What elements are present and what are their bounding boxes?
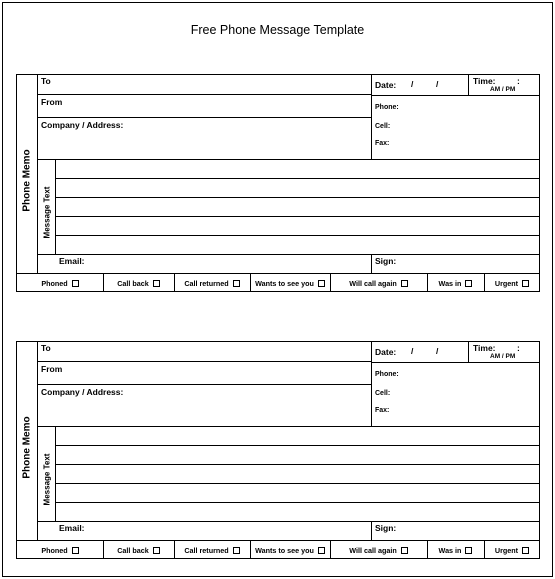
checkbox-option-will-call-again[interactable] — [330, 274, 427, 292]
am-pm-label: AM / PM — [490, 353, 516, 360]
checkbox-option-call-back[interactable] — [103, 541, 174, 559]
phone-label: Phone: — [375, 104, 399, 111]
checkbox[interactable] — [401, 280, 408, 287]
checkbox-label: Was in — [438, 278, 462, 288]
sign-field[interactable] — [401, 522, 539, 539]
left-divider — [37, 342, 38, 540]
date-row-line — [371, 362, 540, 363]
checkbox-option-wants-to-see-you[interactable] — [250, 541, 330, 559]
checkbox[interactable] — [233, 547, 240, 554]
phone-memo-side-label: Phone Memo — [21, 149, 33, 212]
to-label: To — [41, 343, 51, 353]
phone-label: Phone: — [375, 371, 399, 378]
from-row-line — [37, 384, 371, 385]
checkbox-label: Call returned — [184, 278, 229, 288]
phone-memo-side-label: Phone Memo — [21, 416, 33, 479]
to-row-line — [37, 94, 371, 95]
message-label-divider — [55, 159, 56, 255]
date-time-divider — [468, 75, 469, 95]
time-separator: : — [517, 343, 520, 353]
checkbox-label: Was in — [438, 545, 462, 555]
checkbox[interactable] — [318, 547, 325, 554]
date-separator: / — [411, 79, 414, 89]
message-text-field[interactable] — [57, 428, 539, 520]
message-text-side-label: Message Text — [42, 453, 52, 506]
date-label: Date: — [375, 80, 397, 90]
date-time-divider — [468, 342, 469, 362]
checkbox-option-phoned[interactable] — [17, 541, 103, 559]
to-field[interactable] — [63, 343, 369, 360]
checkbox[interactable] — [153, 280, 160, 287]
message-label-divider — [55, 426, 56, 522]
from-label: From — [41, 97, 63, 107]
am-pm-label: AM / PM — [490, 86, 516, 93]
company-address-label: Company / Address: — [41, 120, 124, 130]
company-row-line — [37, 426, 540, 427]
checkbox-label: Call back — [117, 545, 149, 555]
date-row-line — [371, 95, 540, 96]
left-divider — [37, 75, 38, 273]
date-separator: / — [411, 346, 414, 356]
checkbox-label: Urgent — [494, 545, 519, 555]
email-label: Email: — [59, 256, 85, 266]
from-field[interactable] — [71, 363, 369, 383]
company-address-field[interactable] — [39, 399, 369, 425]
time-label: Time: — [473, 343, 496, 353]
checkbox[interactable] — [522, 280, 529, 287]
checkbox[interactable] — [465, 547, 472, 554]
checkbox-label: Wants to see you — [255, 545, 314, 555]
checkbox[interactable] — [153, 547, 160, 554]
fax-label: Fax: — [375, 407, 390, 414]
sign-label: Sign: — [375, 523, 397, 533]
checkbox[interactable] — [233, 280, 240, 287]
page-title: Free Phone Message Template — [190, 23, 365, 37]
checkbox[interactable] — [401, 547, 408, 554]
checkbox-option-was-in[interactable] — [427, 541, 484, 559]
sign-label: Sign: — [375, 256, 397, 266]
checkbox-label: Phoned — [41, 545, 68, 555]
time-separator: : — [517, 76, 520, 86]
checkbox-option-was-in[interactable] — [427, 274, 484, 292]
sign-field[interactable] — [401, 255, 539, 272]
cell-label: Cell: — [375, 123, 391, 130]
checkbox-option-urgent[interactable] — [484, 541, 540, 559]
checkbox[interactable] — [522, 547, 529, 554]
email-field[interactable] — [89, 522, 369, 539]
checkbox-label: Will call again — [349, 545, 397, 555]
message-text-field[interactable] — [57, 161, 539, 253]
from-label: From — [41, 364, 63, 374]
checkbox-label: Call returned — [184, 545, 229, 555]
company-row-line — [37, 159, 540, 160]
checkbox-label: Wants to see you — [255, 278, 314, 288]
phone-memo-form — [16, 74, 540, 292]
checkbox-label: Call back — [117, 278, 149, 288]
checkbox[interactable] — [72, 547, 79, 554]
company-address-field[interactable] — [39, 132, 369, 158]
checkbox-option-call-returned[interactable] — [174, 541, 250, 559]
checkbox-label: Phoned — [41, 278, 68, 288]
checkbox-option-will-call-again[interactable] — [330, 541, 427, 559]
email-label: Email: — [59, 523, 85, 533]
checkbox[interactable] — [72, 280, 79, 287]
email-field[interactable] — [89, 255, 369, 272]
to-label: To — [41, 76, 51, 86]
date-label: Date: — [375, 347, 397, 357]
checkbox-option-phoned[interactable] — [17, 274, 103, 292]
to-row-line — [37, 361, 371, 362]
right-column-divider — [371, 342, 372, 426]
checkbox[interactable] — [318, 280, 325, 287]
from-field[interactable] — [71, 96, 369, 116]
phone-memo-form — [16, 341, 540, 559]
email-sign-divider — [371, 254, 372, 273]
from-row-line — [37, 117, 371, 118]
checkbox-option-call-returned[interactable] — [174, 274, 250, 292]
company-address-label: Company / Address: — [41, 387, 124, 397]
checkbox[interactable] — [465, 280, 472, 287]
message-text-side-label: Message Text — [42, 186, 52, 239]
checkbox-option-urgent[interactable] — [484, 274, 540, 292]
time-label: Time: — [473, 76, 496, 86]
date-separator: / — [436, 79, 439, 89]
checkbox-option-wants-to-see-you[interactable] — [250, 274, 330, 292]
to-field[interactable] — [63, 76, 369, 93]
cell-label: Cell: — [375, 390, 391, 397]
right-column-divider — [371, 75, 372, 159]
checkbox-label: Urgent — [494, 278, 519, 288]
checkbox-option-call-back[interactable] — [103, 274, 174, 292]
email-sign-divider — [371, 521, 372, 540]
date-separator: / — [436, 346, 439, 356]
checkbox-label: Will call again — [349, 278, 397, 288]
fax-label: Fax: — [375, 140, 390, 147]
